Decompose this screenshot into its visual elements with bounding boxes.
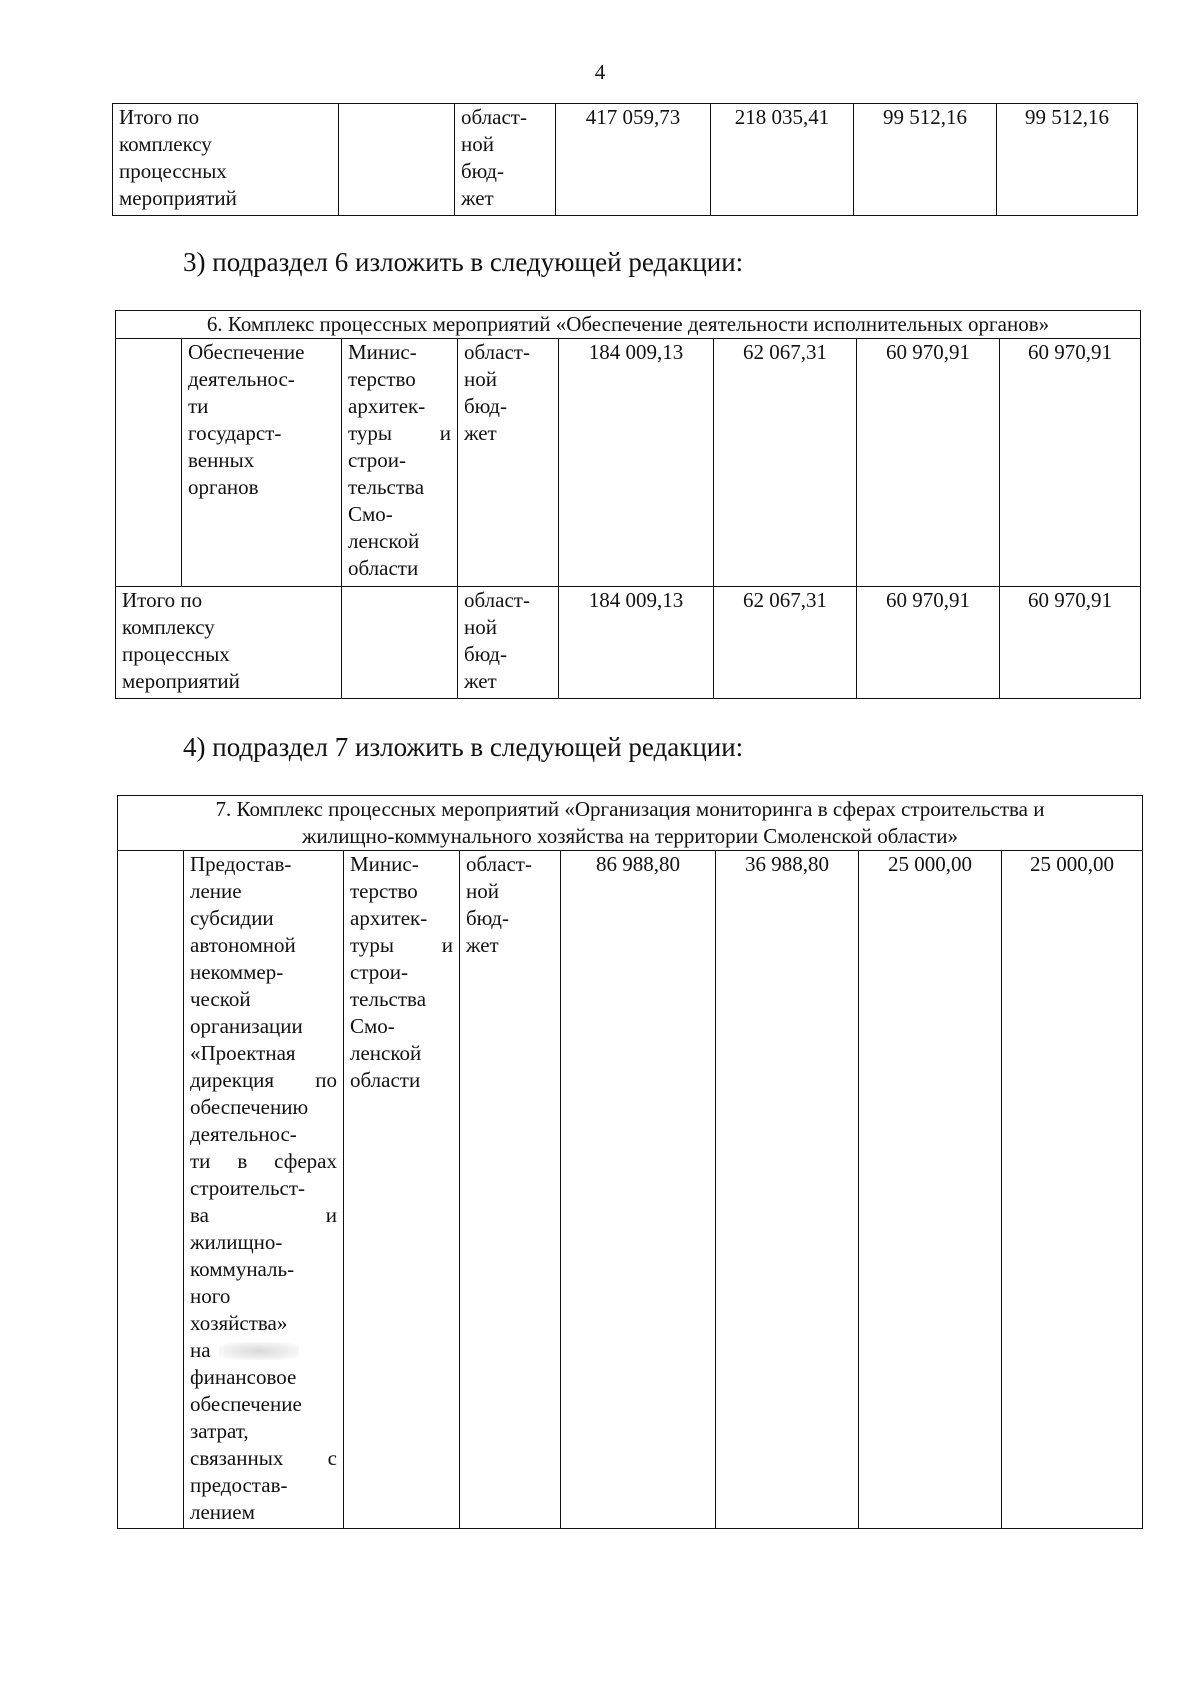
subsection-6-table	[115, 310, 1141, 699]
total-label-cell	[113, 104, 339, 216]
total-label-line: комплексу	[122, 615, 215, 639]
measure-name-line: обеспечение	[190, 1392, 302, 1416]
measure-name-line-with-blot	[190, 1337, 337, 1364]
measure-name-line: связанных с	[190, 1446, 337, 1470]
amount-year1-cell: 36 988,80	[716, 851, 859, 1529]
measure-name-line: ление	[190, 879, 242, 903]
measure-name-line: жилищно-	[190, 1230, 283, 1254]
funding-source-line: област-	[464, 588, 530, 612]
total-label-line: процессных	[119, 159, 227, 183]
page-number: 4	[594, 60, 606, 84]
table-row	[116, 587, 1141, 699]
amount-total-cell: 417 059,73	[556, 104, 711, 216]
funding-source-line: жет	[464, 669, 497, 693]
funding-source-line: област-	[461, 105, 527, 129]
responsible-line: Минис-	[348, 340, 417, 364]
measure-name-line: деятельнос-	[190, 1122, 297, 1146]
measure-name-line: организации	[190, 1014, 303, 1038]
responsible-line: терство	[350, 879, 418, 903]
subsection-7-title-line: жилищно-коммунального хозяйства на территории Смоленской области»	[301, 824, 959, 848]
total-label-line: мероприятий	[122, 669, 240, 693]
amount-year2-cell: 60 970,91	[857, 339, 1000, 587]
funding-source-cell	[458, 587, 559, 699]
responsible-line: области	[348, 556, 419, 580]
measure-name-line: предостав-	[190, 1473, 288, 1497]
responsible-line: ленской	[348, 529, 420, 553]
total-label-line: Итого по	[122, 588, 203, 612]
total-label-line: процессных	[122, 642, 230, 666]
table-row	[113, 104, 1138, 216]
measure-name-line: некоммер-	[190, 960, 284, 984]
funding-source-line: ной	[466, 879, 499, 903]
measure-name-cell	[182, 339, 342, 587]
measure-name-line: дирекция по	[190, 1068, 337, 1092]
funding-source-line: ной	[464, 367, 497, 391]
responsible-line: терство	[348, 367, 416, 391]
funding-source-cell	[460, 851, 561, 1529]
funding-source-line: ной	[461, 132, 494, 156]
subsection-7-table	[117, 795, 1143, 1529]
responsible-line: Смо-	[350, 1014, 395, 1038]
amount-total-cell: 184 009,13	[559, 339, 714, 587]
measure-name-line: органов	[188, 475, 259, 499]
amount-year3-cell: 25 000,00	[1002, 851, 1143, 1529]
subsection-7-title-line: 7. Комплекс процессных мероприятий «Организация мониторинга в сферах строительства и	[215, 797, 1045, 821]
measure-name-line: ти	[188, 394, 209, 418]
measure-name-line: государст-	[188, 421, 282, 445]
responsible-line: туры и	[348, 421, 451, 445]
responsible-line: архитек-	[348, 394, 426, 418]
row-number-cell	[116, 339, 182, 587]
amount-year1-cell: 62 067,31	[714, 339, 857, 587]
measure-name-cell	[184, 851, 344, 1529]
amount-year3-cell: 60 970,91	[1000, 339, 1141, 587]
measure-name-line: Предостав-	[190, 852, 292, 876]
funding-source-line: бюд-	[461, 159, 504, 183]
measure-name-line: ти в сферах	[190, 1149, 337, 1173]
section-heading-4: 4) подраздел 7 изложить в следующей редакции:	[183, 732, 744, 762]
measure-name-line: «Проектная	[190, 1041, 296, 1065]
responsible-line: тельства	[350, 987, 427, 1011]
measure-name-line: на	[190, 1338, 211, 1362]
measure-name-line: коммуналь-	[190, 1257, 295, 1281]
total-label-line: комплексу	[119, 132, 212, 156]
funding-source-line: ной	[464, 615, 497, 639]
amount-year1-cell: 62 067,31	[714, 587, 857, 699]
responsible-line: тельства	[348, 475, 425, 499]
funding-source-line: бюд-	[464, 394, 507, 418]
measure-name-line: ческой	[190, 987, 251, 1011]
funding-source-cell	[455, 104, 556, 216]
funding-source-line: бюд-	[464, 642, 507, 666]
responsible-line: Минис-	[350, 852, 419, 876]
subsection-7-title	[118, 796, 1143, 851]
measure-name-line: деятельнос-	[188, 367, 295, 391]
funding-source-line: област-	[466, 852, 532, 876]
amount-year2-cell: 60 970,91	[857, 587, 1000, 699]
responsible-line: Смо-	[348, 502, 393, 526]
measure-name-line: ного	[190, 1284, 231, 1308]
table-header-row	[118, 796, 1143, 851]
section-heading-3: 3) подраздел 6 изложить в следующей редакции:	[183, 247, 744, 277]
responsible-line: архитек-	[350, 906, 428, 930]
subsection-6-title: 6. Комплекс процессных мероприятий «Обеспечение деятельности исполнительных органов»	[116, 311, 1141, 339]
ink-smudge	[219, 1342, 299, 1360]
total-label-line: Итого по	[119, 105, 200, 129]
measure-name-line: Обеспечение	[188, 340, 305, 364]
table-header-row	[116, 311, 1141, 339]
responsible-cell	[342, 339, 458, 587]
measure-name-line: субсидии	[190, 906, 274, 930]
amount-year2-cell: 99 512,16	[854, 104, 997, 216]
amount-total-cell: 184 009,13	[559, 587, 714, 699]
table-row	[116, 339, 1141, 587]
measure-name-line: финансовое	[190, 1365, 297, 1389]
funding-source-line: жет	[466, 933, 499, 957]
carryover-total-table	[112, 103, 1138, 216]
total-label-cell	[116, 587, 342, 699]
responsible-cell	[344, 851, 460, 1529]
funding-source-line: жет	[464, 421, 497, 445]
measure-name-line: венных	[188, 448, 255, 472]
responsible-line: строи-	[348, 448, 406, 472]
measure-name-line: лением	[190, 1500, 255, 1524]
measure-name-line: обеспечению	[190, 1095, 309, 1119]
funding-source-line: бюд-	[466, 906, 509, 930]
measure-name-line: хозяйства»	[190, 1311, 288, 1335]
responsible-line: ленской	[350, 1041, 422, 1065]
funding-source-line: жет	[461, 186, 494, 210]
responsible-cell	[342, 587, 458, 699]
funding-source-cell	[458, 339, 559, 587]
responsible-line: туры и	[350, 933, 453, 957]
measure-name-line: ва и	[190, 1203, 337, 1227]
measure-name-line: строительст-	[190, 1176, 306, 1200]
responsible-line: области	[350, 1068, 421, 1092]
amount-total-cell: 86 988,80	[561, 851, 716, 1529]
responsible-line: строи-	[350, 960, 408, 984]
amount-year1-cell: 218 035,41	[711, 104, 854, 216]
responsible-cell	[339, 104, 455, 216]
amount-year2-cell: 25 000,00	[859, 851, 1002, 1529]
table-row	[118, 851, 1143, 1529]
funding-source-line: област-	[464, 340, 530, 364]
amount-year3-cell: 60 970,91	[1000, 587, 1141, 699]
row-number-cell	[118, 851, 184, 1529]
amount-year3-cell: 99 512,16	[997, 104, 1138, 216]
measure-name-line: автономной	[190, 933, 296, 957]
total-label-line: мероприятий	[119, 186, 237, 210]
measure-name-line: затрат,	[190, 1419, 249, 1443]
